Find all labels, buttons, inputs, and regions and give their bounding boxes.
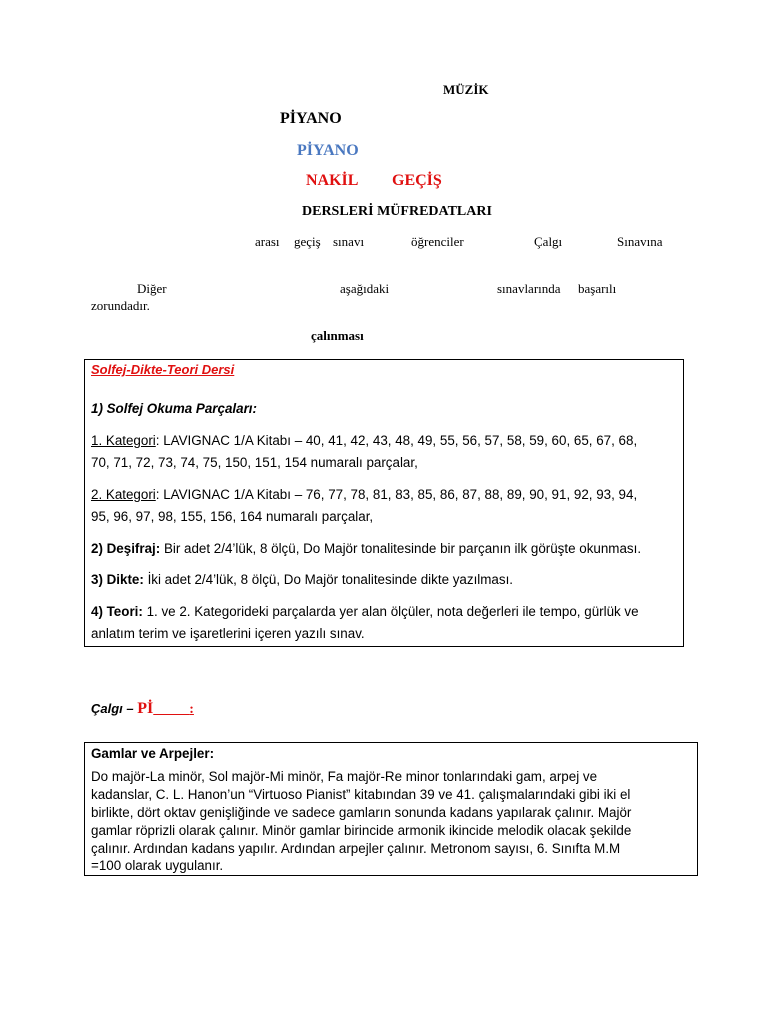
intro-word: başarılı xyxy=(578,281,617,296)
teori-line1 xyxy=(91,604,639,619)
kategori1-line2: 70, 71, 72, 73, 74, 75, 150, 151, 154 numaralı parçalar, xyxy=(91,455,418,470)
intro-word: sınavı xyxy=(333,234,365,249)
dikte-text: İki adet 2/4’lük, 8 ölçü, Do Majör tonalitesinde dikte yazılması. xyxy=(143,572,514,587)
teori-label: 4) Teori: xyxy=(91,604,143,619)
solfej-heading: 1) Solfej Okuma Parçaları: xyxy=(91,401,257,416)
calgi-line xyxy=(91,700,194,718)
calgi-label: Çalgı – xyxy=(91,701,138,716)
kategori2-line2: 95, 96, 97, 98, 155, 156, 164 numaralı parçalar, xyxy=(91,509,374,524)
kategori2-line1 xyxy=(91,487,637,502)
dikte-label: 3) Dikte: xyxy=(91,572,144,587)
gamlar-line: kadanslar, C. L. Hanon’un “Virtuoso Pianist” kitabından 39 ve 41. çalışmalarındaki gibi iki el xyxy=(91,787,631,802)
intro-word: aşağıdaki xyxy=(340,281,390,296)
heading-dersleri: DERSLERİ MÜFREDATLARI xyxy=(302,204,492,219)
kategori2-text: : LAVIGNAC 1/A Kitabı – 76, 77, 78, 81, 83, 85, 86, 87, 88, 89, 90, 91, 92, 93, 94, xyxy=(155,487,638,502)
kategori1-line1 xyxy=(91,433,637,448)
intro-calinmasi: çalınması xyxy=(311,328,364,343)
solfej-title-text: Solfej-Dikte-Teori Dersi xyxy=(91,362,235,377)
desifraj-label: 2) Deşifraj: xyxy=(91,541,161,556)
kategori2-label: 2. Kategori xyxy=(91,487,156,502)
dikte-line xyxy=(91,572,513,587)
calgi-pi: Pİ xyxy=(137,700,154,717)
desifraj-line xyxy=(91,541,641,556)
heading-gecis: GEÇİŞ xyxy=(392,172,442,189)
intro-word: geçiş xyxy=(294,234,321,249)
intro-word: sınavlarında xyxy=(497,281,561,296)
intro-word: Diğer xyxy=(137,281,167,296)
teori-text: 1. ve 2. Kategorideki parçalarda yer alan ölçüler, nota değerleri ile tempo, gürlük ve xyxy=(142,604,639,619)
gamlar-line: çalınır. Ardından kadans yapılır. Ardından arpejler çalınır. Metronom sayısı, 6. Sınıfta M.M xyxy=(91,841,621,856)
heading-piyano: PİYANO xyxy=(280,110,342,127)
kategori1-text: : LAVIGNAC 1/A Kitabı – 40, 41, 42, 43, 48, 49, 55, 56, 57, 58, 59, 60, 65, 67, 68, xyxy=(155,433,638,448)
calgi-colon: : xyxy=(189,702,194,717)
intro-word: arası xyxy=(255,234,280,249)
desifraj-text: Bir adet 2/4’lük, 8 ölçü, Do Majör tonalitesinde bir parçanın ilk görüşte okunması. xyxy=(160,541,642,556)
intro-word: Sınavına xyxy=(617,234,663,249)
heading-nakil: NAKİL xyxy=(306,172,359,189)
heading-piyano-blue: PİYANO xyxy=(297,142,359,159)
solfej-box xyxy=(84,359,684,647)
intro-word: zorundadır. xyxy=(91,298,150,313)
intro-word: Çalgı xyxy=(534,234,563,249)
calgi-blank xyxy=(153,700,189,717)
teori-line2: anlatım terim ve işaretlerini içeren yazılı sınav. xyxy=(91,626,365,641)
solfej-box-title xyxy=(91,362,234,377)
gamlar-line: =100 olarak uygulanır. xyxy=(91,858,224,873)
kategori1-label: 1. Kategori xyxy=(91,433,156,448)
gamlar-title: Gamlar ve Arpejler: xyxy=(91,746,215,761)
gamlar-line: Do majör-La minör, Sol majör-Mi minör, Fa majör-Re minor tonlarındaki gam, arpej ve xyxy=(91,769,598,784)
gamlar-box xyxy=(84,742,698,876)
gamlar-line: gamlar röprizli olarak çalınır. Minör gamlar birincide armonik ikincide melodik olacak şekilde xyxy=(91,823,632,838)
intro-word: öğrenciler xyxy=(411,234,464,249)
heading-muzik: MÜZİK xyxy=(443,82,489,97)
gamlar-line: birlikte, dört oktav genişliğinde ve sadece gamların sonunda kadans yapılarak çalınır. Majör xyxy=(91,805,632,820)
